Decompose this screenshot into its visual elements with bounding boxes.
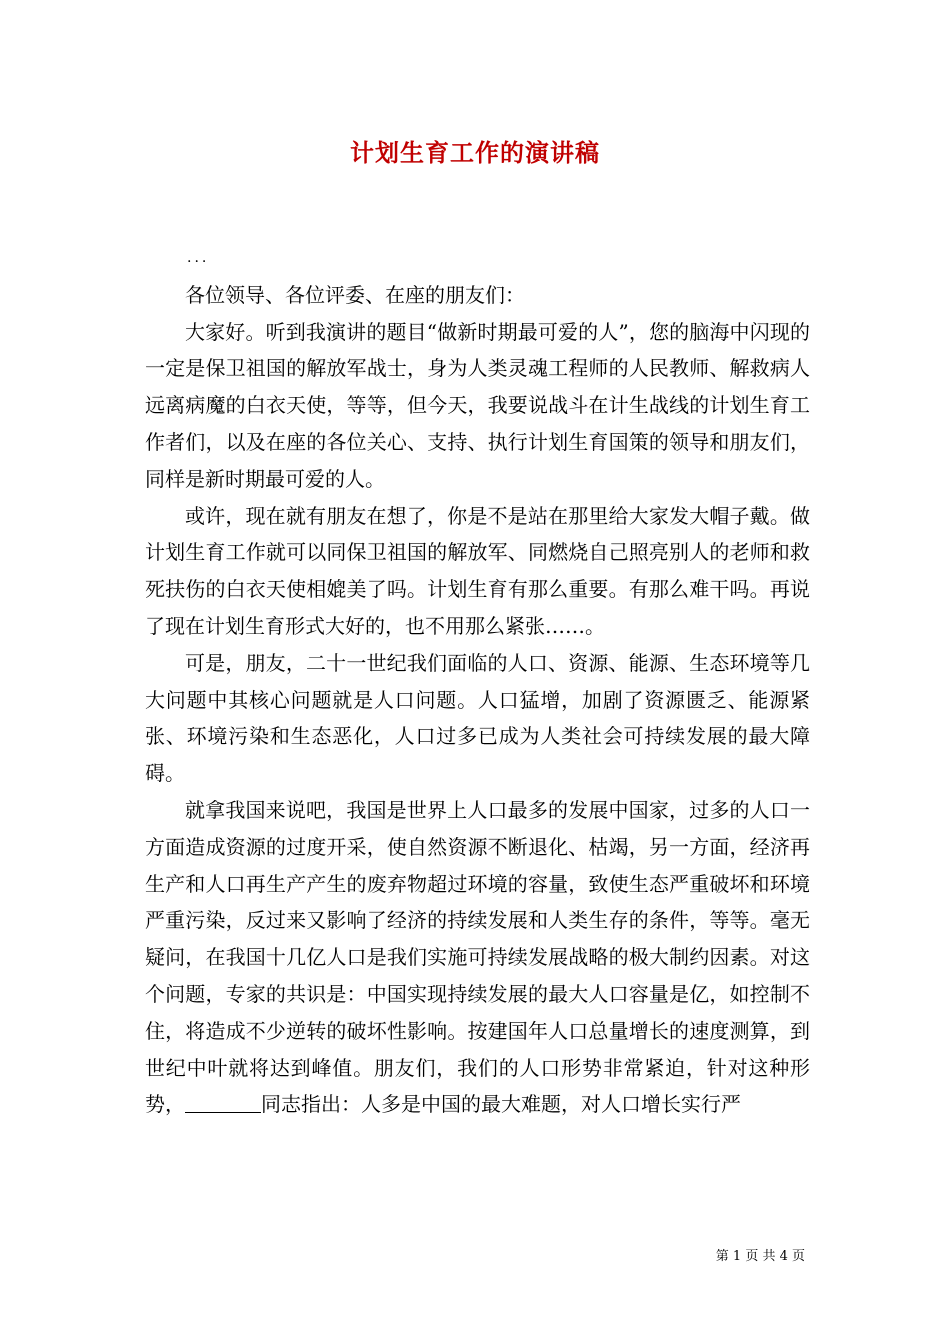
paragraph-2: 或许，现在就有朋友在想了，你是不是站在那里给大家发大帽子戴。做计划生育工作就可以同保卫祖国的解放军、同燃烧自己照亮别人的老师和救死扶伤的白衣天使相媲美了吗。计划生育有那么重要。有那么难干吗。再说了现在计划生育形式大好的，也不用那么紧张……。 — [145, 503, 810, 638]
ellipsis-marker: ... — [187, 250, 210, 266]
paragraph-3: 可是，朋友，二十一世纪我们面临的人口、资源、能源、生态环境等几大问题中其核心问题就是人口问题。人口猛增，加剧了资源匮乏、能源紧张、环境污染和生态恶化，人口过多已成为人类社会可持续发展的最大障碍。 — [145, 650, 810, 786]
document-body — [145, 240, 810, 1123]
blank-underline — [185, 1094, 261, 1113]
paragraph-4-tail: 同志指出：人多是中国的最大难题，对人口增长实行严 — [261, 1092, 741, 1117]
paragraph-1: 大家好。听到我演讲的题目“做新时期最可爱的人”，您的脑海中闪现的一定是保卫祖国的解放军战士，身为人类灵魂工程师的人民教师、解救病人远离病魔的白衣天使，等等，但今天，我要说战斗在计生战线的计划生育工作者们，以及在座的各位关心、支持、执行计划生育国策的领导和朋友们，同样是新时期最可爱的人。 — [145, 319, 810, 491]
paragraph-4 — [145, 792, 810, 1123]
page-number-footer: 第 1 页 共 4 页 — [715, 1249, 805, 1264]
paragraph-4-text: 就拿我国来说吧，我国是世界上人口最多的发展中国家，过多的人口一方面造成资源的过度开采，使自然资源不断退化、枯竭，另一方面，经济再生产和人口再生产产生的废弃物超过环境的容量，致使生态严重破坏和环境严重污染，反过来又影响了经济的持续发展和人类生存的条件，等等。毫无疑问，在我国十几亿人口是我们实施可持续发展战略的极大制约因素。对这个问题，专家的共识是：中国实现持续发展的最大人口容量是亿，如控制不住，将造成不少逆转的破坏性影响。按建国年人口总量增长的速度测算，到世纪中叶就将达到峰值。朋友们，我们的人口形势非常紧迫，针对这种形势， — [145, 797, 810, 1117]
document-title: 计划生育工作的演讲稿 — [350, 138, 600, 167]
paragraph-greeting: 各位领导、各位评委、在座的朋友们： — [185, 282, 525, 307]
